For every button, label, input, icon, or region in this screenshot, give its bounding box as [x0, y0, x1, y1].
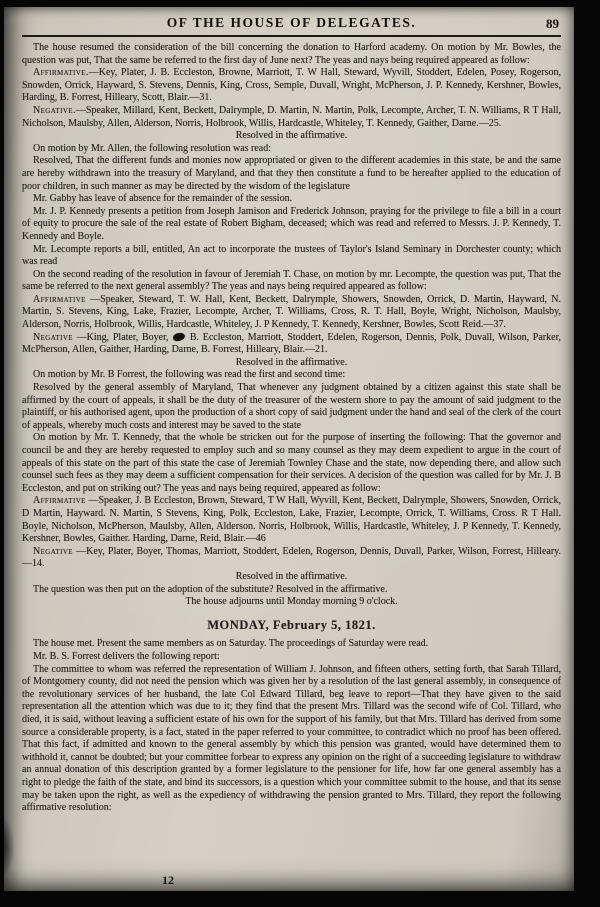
- vote-list-negative: [22, 332, 561, 357]
- resolution-result-line: Resolved in the affirmative.: [235, 570, 348, 582]
- vote-names: —Key, Plater, Boyer, Thomas, Marriott, Stoddert, Edelen, Rogerson, Dennis, Duvall, Parker, Wilson, Forrest, Hilleary.—14.: [22, 545, 561, 570]
- resolution-result-line: Resolved in the affirmative.: [235, 356, 348, 368]
- motion-paragraph: On motion by Mr. T. Kennedy, that the whole be stricken out for the purpose of inserting the following: That the governor and council be and they are hereby requested to employ such and so many counsel as they may deem expedient to argue in the court of appeals of this state on the part of this state the case of Jeremiah Townley Chase and the state, now depending there, and allow such counsel such fees as they may deem a sufficient compensation for their services. A decision of the question was called for by Mr. J. B Eccleston, and put on striking out? The yeas and nays being required, appeared as follow:: [22, 432, 561, 494]
- page-text: [22, 42, 561, 815]
- vote-list-affirmative: [22, 294, 561, 332]
- resolution-text: Resolved by the general assembly of Maryland, That whenever any judgment obtained by a citizen against this state shall be affirmed by the court of appeals, it shall be the duty of the treasurer of the western shore to pay the amount of said judgment to the plaintiff, or his authorised agent, upon the production of a short copy of said judgment under the hand and seal of the clerk of the court of appeals, whereby much costs and interest may be saved to the state: [22, 382, 561, 431]
- vote-label: Negative.: [33, 104, 76, 116]
- vote-names: —Speaker, J. B Eccleston, Brown, Steward, T W Hall, Wyvill, Kent, Beckett, Dalrymple, Showers, Snowden, Orrick, D Martin, Hayward. N. Martin, S Stevens, King, Polk, Eccleston, Lake, Frazier, Lecompte, Orrick, T. Williams, Cross. R T Hall. Boyle, Nicholson, McPherson, Maulsby, Allen, Alderson. Norris, Holbrook, Willis, Hardcastle, Whiteley, J. P Kennedy, T. Kennedy, Kershner, Bowles, Gaither. Harding, Darne, Reid, Blair.—46: [22, 495, 561, 545]
- footer-signature: 12: [162, 873, 174, 887]
- vote-names: B. Eccleston, Marriott, Stoddert, Edelen, Rogerson, Dennis, Polk, Duvall, Wilson, Parker, McPherson, Allen, Gaither, Harding, Darne, B. Forrest, Hilleary, Blair.—21.: [22, 331, 561, 356]
- petition-paragraph: Mr. J. P. Kennedy presents a petition from Joseph Jamison and Frederick Johnson, praying for the privilege to file a bill in a court of equity to procure the sale of the real estate of Robert Bigham, deceased; which was read and referred to Messrs. J. P. Kennedy, T. Kennedy and Boyle.: [22, 205, 561, 242]
- committee-report-paragraph: The committee to whom was referred the representation of William J. Johnson, and fifteen others, setting forth, that Sarah Tillard, of Montgomery county, did not need the pension which was given her by a resolution of the last general assembly, in consequence of the revolutionary services of her husband, the late Col Edward Tillard, beg leave to report—That they have given to the said representation all the attention which was due to it; they find that the present Mrs. Tillard was the second wife of Col. Tillard, who died, it is said, without leaving a sufficient estate of his own for the support of his family, but that Mrs. Tillard has derived from some source a considerable property, is a fact, stated in the paper referred to your committee, to contradict which no proof has been offered. That this fact, if admitted and known to the general assembly by which this pension was granted, would have determined them to withhold it, cannot be doubted; but your committee forbear to express any opinion on the right of a succeeding legislature to withdraw an annual donation of this description granted by a former legislature to the pensioner for life, how far one general assembly has a right to pledge the faith of the state, and bind its successors, is a question which your committee submit to the house, and that its sense may be taken upon the right, as well as the expediency of withdrawing the pension granted to Mrs. Tillard, they report the following affirmative resolution:: [22, 663, 561, 814]
- ink-blot: [173, 333, 186, 342]
- proceedings-paragraph: On motion by Mr. B Forrest, the following was read the first and second time:: [33, 369, 346, 381]
- vote-list-affirmative: [22, 495, 561, 545]
- bill-report-paragraph: Mr. Lecompte reports a bill, entitled, An act to incorporate the trustees of Taylor's Island Seminary in Dorchester county; which was read: [22, 243, 561, 268]
- resolution-result-line: Resolved in the affirmative.: [235, 130, 348, 142]
- journal-page: [4, 7, 574, 891]
- vote-label: Negative: [33, 331, 73, 343]
- day-heading: MONDAY, February 5, 1821.: [207, 617, 376, 632]
- vote-names: —Speaker, Steward, T. W. Hall, Kent, Beckett, Dalrymple, Showers, Snowden, Orrick, D. Martin, Hayward, N. Martin, S. Stevens, King, Lake, Frazier, Lecompte, Archer, T. Williams, Cross, R. T. Hall, Boyle, Wright, Nicholson, Maulsby, Alderson, Norris, Holbrook, Willis, Hardcastle, Whiteley, J. P Kennedy, T. Kennedy, Kershner, Bowles, Scott Reid.—37.: [22, 293, 561, 331]
- vote-names: —Speaker, Millard, Kent, Beckett, Dalrymple, D. Martin, N. Martin, Polk, Lecompte, Archer, T. N. Williams, R T Hall, Nicholson, Maulsby, Allen, Alderson, Norris, Holbrook, Willis, Hardcastle, Whiteley, T. Kennedy, Gaither, Darne.—25.: [22, 104, 561, 129]
- vote-names: —Key, Plater, J. B. Eccleston, Browne, Marriott, T. W Hall, Steward, Wyvill, Stoddert, Edelen, Posey, Rogerson, Snowden, Orrick, Hayward, S. Stevens, Dennis, King, Cross, Semple, Duvall, Wright, McPherson, J. P. Kennedy, Kershner, Bowles, Harding, B. Forrest, Hilleary, Scott, Blair.—31.: [22, 67, 561, 104]
- vote-names: —King, Plater, Boyer,: [72, 331, 173, 343]
- page-number: 89: [546, 16, 559, 31]
- vote-label: Affirmative: [33, 495, 86, 507]
- resolution-text: Resolved, That the different funds and monies now appropriated or given to the different academies in this state, be and the same are hereby withdrawn into the treasury of Maryland, and that they then constitute a fund to be hereafter applied to the education of poor children, in such manner as may be directed by the wisdom of the legislature: [22, 155, 561, 192]
- adjournment-line: The house adjourns until Monday morning 9 o'clock.: [185, 596, 398, 608]
- vote-label: Negative: [33, 545, 73, 557]
- proceedings-paragraph: The house resumed the consideration of the bill concerning the donation to Harford academy. On motion by Mr. Bowles, the question was put, That the same be referred to the first day of June next? The yeas and nays being required appeared as follow:: [22, 42, 561, 66]
- proceedings-paragraph: The house met. Present the same members as on Saturday. The proceedings of Saturday were read.: [33, 638, 429, 650]
- vote-label: Affirmative: [33, 293, 86, 305]
- running-header-title: OF THE HOUSE OF DELEGATES.: [166, 15, 417, 30]
- header-rule: [22, 35, 561, 37]
- question-result-line: The question was then put on the adoption of the substitute? Resolved in the affirmative.: [33, 583, 388, 595]
- vote-list-affirmative: [22, 67, 561, 105]
- proceedings-paragraph: On the second reading of the resolution in favour of Jeremiah T. Chase, on motion by mr. Lecompte, the question was put, That the same be referred to the next general assembly? The yeas and nays being required appeared as follow:: [22, 268, 561, 293]
- vote-list-negative: [22, 546, 561, 571]
- running-head-row: [22, 15, 561, 34]
- proceedings-paragraph: On motion by Mr. Allen, the following resolution was read:: [33, 142, 272, 154]
- leave-of-absence-line: Mr. Gabby has leave of absence for the remainder of the session.: [33, 193, 293, 205]
- running-header: [22, 15, 561, 37]
- vote-label: Affirmative.: [33, 67, 89, 79]
- report-intro-line: Mr. B. S. Forrest delivers the following report:: [33, 651, 220, 663]
- vote-list-negative: [22, 105, 561, 130]
